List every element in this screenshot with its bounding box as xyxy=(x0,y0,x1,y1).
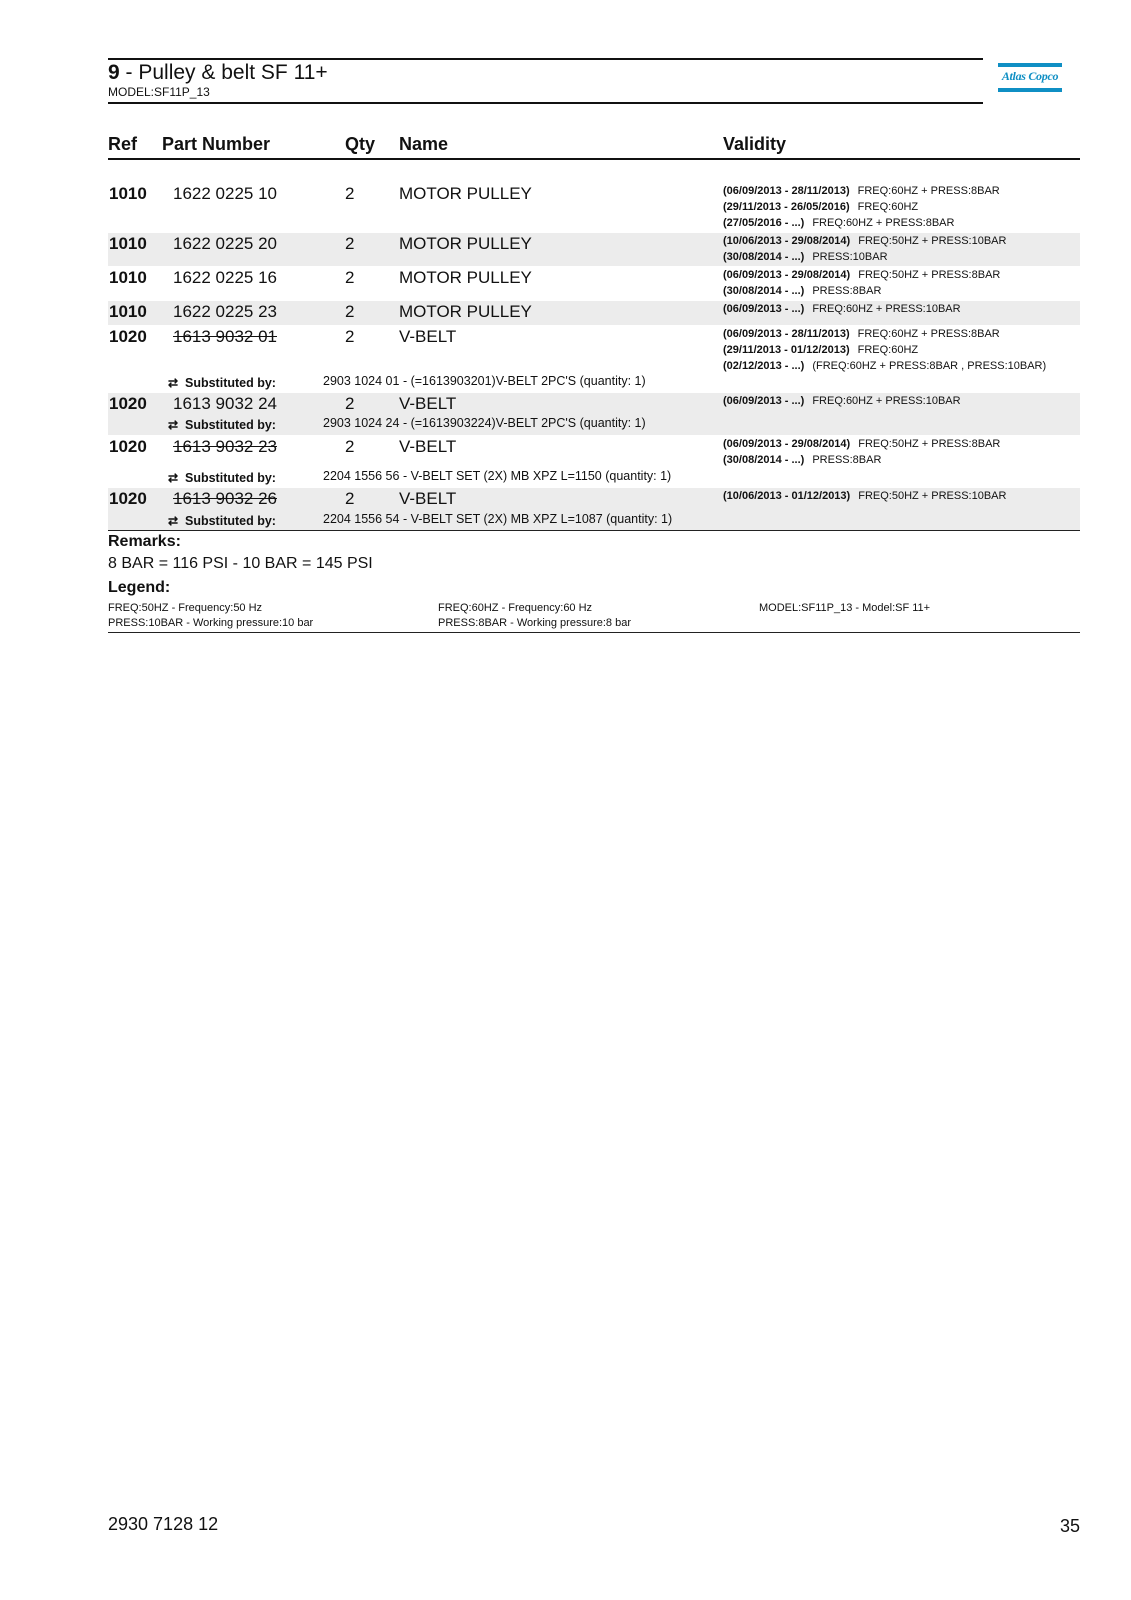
legend-bottom-rule xyxy=(108,632,1080,633)
part-number-link[interactable]: 1622 0225 16 xyxy=(173,268,277,287)
remarks-text: 8 BAR = 116 PSI - 10 BAR = 145 PSI xyxy=(108,555,373,572)
validity-condition: (FREQ:60HZ + PRESS:8BAR , PRESS:10BAR) xyxy=(812,360,1047,372)
name-cell: V-BELT xyxy=(399,327,457,346)
ref-cell: 1010 xyxy=(109,302,147,321)
validity-range: (06/09/2013 - 28/11/2013) xyxy=(723,185,850,197)
validity-condition: FREQ:50HZ + PRESS:8BAR xyxy=(858,438,1001,450)
legend-item: MODEL:SF11P_13 - Model:SF 11+ xyxy=(759,602,931,614)
legend-item: PRESS:8BAR - Working pressure:8 bar xyxy=(438,617,631,629)
validity-condition: FREQ:60HZ + PRESS:8BAR xyxy=(857,185,1000,197)
validity-line xyxy=(723,342,1046,358)
validity-cell xyxy=(723,183,1000,231)
atlas-copco-logo xyxy=(998,63,1062,95)
substitute-part-link[interactable]: 2903 1024 01 - (=1613903201)V-BELT 2PC'S (quantity: 1) xyxy=(323,374,646,388)
page-number: 35 xyxy=(1059,1516,1080,1536)
validity-condition: FREQ:60HZ + PRESS:8BAR xyxy=(812,217,955,229)
refresh-icon: ⇄ xyxy=(168,471,179,485)
column-header-part-number: Part Number xyxy=(162,134,271,154)
ref-cell: 1010 xyxy=(109,268,147,287)
validity-condition: PRESS:8BAR xyxy=(812,285,882,297)
validity-range: (06/09/2013 - 29/08/2014) xyxy=(723,269,851,281)
validity-range: (30/08/2014 - ...) xyxy=(723,251,805,263)
ref-cell: 1010 xyxy=(109,234,147,253)
ref-cell: 1020 xyxy=(109,327,147,346)
validity-range: (10/06/2013 - 29/08/2014) xyxy=(723,235,851,247)
validity-range: (02/12/2013 - ...) xyxy=(723,360,805,372)
part-number-link[interactable]: 1613 9032 26 xyxy=(173,489,277,508)
page-header xyxy=(108,58,983,104)
table-row xyxy=(108,183,1080,231)
qty-cell: 2 xyxy=(345,184,355,203)
validity-range: (06/09/2013 - ...) xyxy=(723,395,805,407)
part-number-link[interactable]: 1613 9032 24 xyxy=(173,394,277,413)
document-number: 2930 7128 12 xyxy=(108,1514,219,1534)
substitute-part-link[interactable]: 2204 1556 56 - V-BELT SET (2X) MB XPZ L=1150 (quantity: 1) xyxy=(323,469,672,483)
substituted-by-label xyxy=(168,513,276,529)
section-number: 9 xyxy=(108,61,120,84)
validity-cell xyxy=(723,393,961,409)
validity-condition: FREQ:60HZ + PRESS:10BAR xyxy=(812,395,961,407)
validity-condition: FREQ:50HZ + PRESS:8BAR xyxy=(858,269,1001,281)
table-row xyxy=(108,393,1080,435)
substituted-by-label xyxy=(168,417,276,433)
part-number-link[interactable]: 1622 0225 23 xyxy=(173,302,277,321)
validity-line xyxy=(723,199,1000,215)
validity-range: (06/09/2013 - ...) xyxy=(723,303,805,315)
ref-cell: 1020 xyxy=(109,394,147,413)
substituted-by-label xyxy=(168,470,276,486)
validity-line xyxy=(723,358,1046,374)
validity-line xyxy=(723,215,1000,231)
refresh-icon: ⇄ xyxy=(168,418,179,432)
validity-line xyxy=(723,249,1006,265)
table-bottom-rule xyxy=(108,530,1080,531)
legend-item: FREQ:50HZ - Frequency:50 Hz xyxy=(108,602,263,614)
part-number-link[interactable]: 1622 0225 10 xyxy=(173,184,277,203)
validity-line xyxy=(723,436,1000,452)
validity-line xyxy=(723,393,961,409)
validity-range: (29/11/2013 - 26/05/2016) xyxy=(723,201,850,213)
name-cell: V-BELT xyxy=(399,437,457,456)
column-header-name: Name xyxy=(399,134,449,154)
substituted-by-text: Substituted by: xyxy=(185,471,276,485)
column-header-validity: Validity xyxy=(723,134,787,154)
table-row xyxy=(108,326,1080,392)
name-cell: MOTOR PULLEY xyxy=(399,268,532,287)
validity-condition: FREQ:60HZ xyxy=(857,201,919,213)
validity-condition: PRESS:10BAR xyxy=(812,251,888,263)
name-cell: V-BELT xyxy=(399,394,457,413)
substitute-part-link[interactable]: 2204 1556 54 - V-BELT SET (2X) MB XPZ L=1087 (quantity: 1) xyxy=(323,512,673,526)
validity-line xyxy=(723,301,961,317)
qty-cell: 2 xyxy=(345,327,355,346)
name-cell: MOTOR PULLEY xyxy=(399,184,532,203)
name-cell: MOTOR PULLEY xyxy=(399,302,532,321)
section-title xyxy=(108,61,328,85)
legend-item: PRESS:10BAR - Working pressure:10 bar xyxy=(108,617,314,629)
qty-cell: 2 xyxy=(345,437,355,456)
logo-text: Atlas Copco xyxy=(1001,69,1059,83)
table-row xyxy=(108,301,1080,325)
table-row xyxy=(108,436,1080,487)
qty-cell: 2 xyxy=(345,489,355,508)
validity-condition: FREQ:50HZ + PRESS:10BAR xyxy=(858,235,1007,247)
validity-condition: FREQ:60HZ + PRESS:8BAR xyxy=(857,328,1000,340)
header-rule xyxy=(108,158,1080,160)
validity-line xyxy=(723,452,1000,468)
validity-range: (30/08/2014 - ...) xyxy=(723,285,805,297)
ref-cell: 1020 xyxy=(109,489,147,508)
substituted-by-text: Substituted by: xyxy=(185,376,276,390)
validity-line xyxy=(723,488,1006,504)
validity-condition: FREQ:60HZ xyxy=(857,344,919,356)
model-label: MODEL:SF11P_13 xyxy=(108,85,210,99)
validity-condition: FREQ:60HZ + PRESS:10BAR xyxy=(812,303,961,315)
validity-cell xyxy=(723,436,1000,468)
validity-cell xyxy=(723,267,1000,299)
column-header-ref: Ref xyxy=(108,134,138,154)
substituted-by-text: Substituted by: xyxy=(185,514,276,528)
validity-condition: PRESS:8BAR xyxy=(812,454,882,466)
validity-line xyxy=(723,283,1000,299)
legend-item: FREQ:60HZ - Frequency:60 Hz xyxy=(438,602,593,614)
validity-range: (10/06/2013 - 01/12/2013) xyxy=(723,490,851,502)
validity-line xyxy=(723,267,1000,283)
ref-cell: 1020 xyxy=(109,437,147,456)
ref-cell: 1010 xyxy=(109,184,147,203)
qty-cell: 2 xyxy=(345,302,355,321)
qty-cell: 2 xyxy=(345,394,355,413)
table-row xyxy=(108,233,1080,266)
remarks-title: Remarks: xyxy=(108,533,181,550)
validity-condition: FREQ:50HZ + PRESS:10BAR xyxy=(858,490,1007,502)
validity-line xyxy=(723,233,1006,249)
refresh-icon: ⇄ xyxy=(168,376,179,390)
column-header-qty: Qty xyxy=(345,134,376,154)
part-number-link[interactable]: 1613 9032 01 xyxy=(173,327,277,346)
part-number-link[interactable]: 1613 9032 23 xyxy=(173,437,277,456)
substitute-part-link[interactable]: 2903 1024 24 - (=1613903224)V-BELT 2PC'S (quantity: 1) xyxy=(323,416,646,430)
validity-range: (06/09/2013 - 29/08/2014) xyxy=(723,438,851,450)
name-cell: V-BELT xyxy=(399,489,457,508)
section-title-text: - Pulley & belt SF 11+ xyxy=(119,61,328,84)
table-row xyxy=(108,267,1080,300)
logo-band-bottom xyxy=(998,88,1062,92)
validity-range: (30/08/2014 - ...) xyxy=(723,454,805,466)
part-number-link[interactable]: 1622 0225 20 xyxy=(173,234,277,253)
validity-range: (29/11/2013 - 01/12/2013) xyxy=(723,344,850,356)
validity-cell xyxy=(723,326,1046,374)
validity-cell xyxy=(723,233,1006,265)
legend-title: Legend: xyxy=(108,579,171,596)
validity-range: (06/09/2013 - 28/11/2013) xyxy=(723,328,850,340)
validity-line xyxy=(723,326,1046,342)
validity-range: (27/05/2016 - ...) xyxy=(723,217,805,229)
substituted-by-text: Substituted by: xyxy=(185,418,276,432)
name-cell: MOTOR PULLEY xyxy=(399,234,532,253)
validity-cell xyxy=(723,301,961,317)
validity-line xyxy=(723,183,1000,199)
logo-band-top xyxy=(998,63,1062,67)
validity-cell xyxy=(723,488,1006,504)
substituted-by-label xyxy=(168,375,276,391)
qty-cell: 2 xyxy=(345,234,355,253)
refresh-icon: ⇄ xyxy=(168,514,179,528)
qty-cell: 2 xyxy=(345,268,355,287)
table-row xyxy=(108,488,1080,530)
